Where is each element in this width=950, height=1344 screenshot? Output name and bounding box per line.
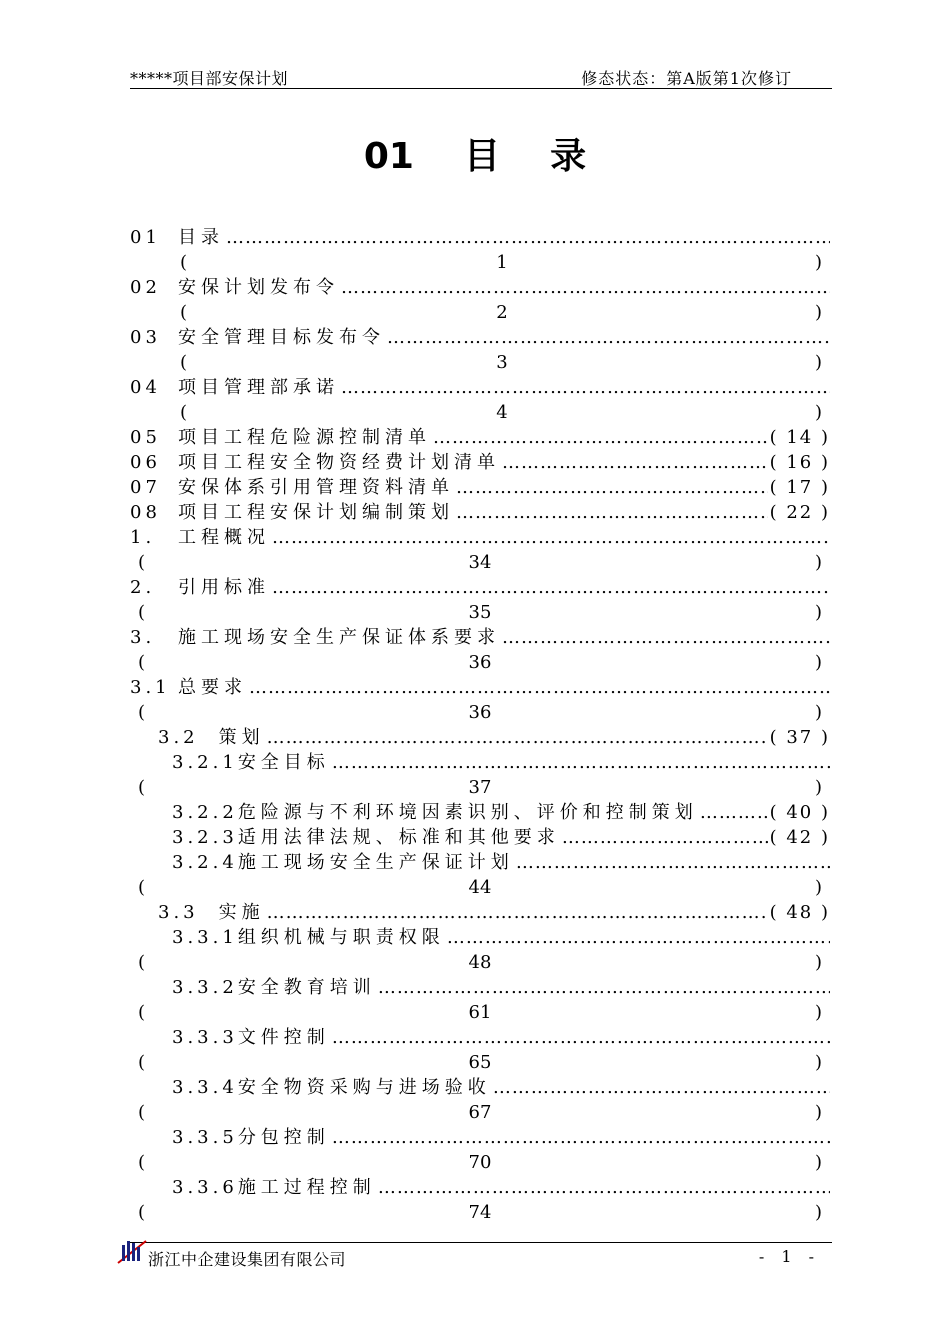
toc-entry-number: 3.1 [130, 677, 171, 698]
toc-entry[interactable] [130, 975, 830, 1000]
close-paren: ) [814, 552, 822, 573]
toc-entry-label: 总要求 [178, 677, 247, 698]
open-paren: ( [138, 1002, 146, 1023]
toc-entry-page: ( 40 ) [769, 802, 830, 823]
toc-entry-number: 08 [130, 502, 161, 523]
toc-entry-page-line [130, 650, 830, 675]
page-header [130, 66, 832, 89]
dot-leader [226, 225, 830, 250]
toc-entry-page-line [130, 350, 830, 375]
toc-entry[interactable] [130, 375, 830, 400]
toc-entry-label: 工程概况 [178, 527, 270, 548]
toc-entry-label: 安全管理目标发布令 [178, 327, 385, 348]
toc-entry-page-line [130, 1100, 830, 1125]
toc-entry[interactable] [130, 225, 830, 250]
toc-entry-label: 适用法律法规、标准和其他要求 [237, 827, 560, 848]
toc-entry-page: ( 42 ) [769, 827, 830, 848]
revision-status: 修态状态：第A版第1次修订 [581, 69, 792, 88]
toc-entry-page: ( 48 ) [769, 902, 830, 923]
open-paren: ( [138, 952, 146, 973]
page-footer [130, 1242, 832, 1273]
dot-leader [516, 850, 830, 875]
toc-entry-page: 48 [468, 952, 492, 973]
toc-entry-number: 3.3.5 [172, 1127, 238, 1148]
dot-leader [332, 1125, 830, 1150]
toc-entry-number: 05 [130, 427, 161, 448]
dot-leader [378, 1175, 830, 1200]
toc-entry-number: 3.2.3 [172, 827, 238, 848]
open-paren: ( [138, 1152, 146, 1173]
toc-entry-number: 3.2.4 [172, 852, 238, 873]
toc-entry-number: 02 [130, 277, 161, 298]
toc-entry-page: ( 37 ) [769, 727, 830, 748]
toc-entry-label: 项目工程危险源控制清单 [178, 427, 431, 448]
toc-entry-page: 44 [468, 877, 492, 898]
toc-entry-page: ( 14 ) [769, 427, 830, 448]
dot-leader [433, 425, 768, 450]
toc-entry-number: 2. [130, 577, 156, 598]
toc-entry-page: ( 22 ) [769, 502, 830, 523]
toc-entry-number: 3.3.1 [172, 927, 238, 948]
dot-leader [332, 750, 830, 775]
toc-entry[interactable] [130, 275, 830, 300]
toc-entry[interactable] [130, 625, 830, 650]
dot-leader [502, 625, 830, 650]
close-paren: ) [814, 1052, 822, 1073]
toc-entry-page-line [130, 775, 830, 800]
toc-entry-number: 04 [130, 377, 161, 398]
dot-leader [272, 525, 830, 550]
open-paren: ( [138, 702, 146, 723]
toc-entry-label: 施工现场安全生产保证体系要求 [178, 627, 500, 648]
toc-entry-label: 施工现场安全生产保证计划 [237, 852, 514, 873]
toc-entry-label: 策划 [218, 727, 265, 748]
toc-entry-page-line [130, 600, 830, 625]
toc-entry-label: 安保计划发布令 [178, 277, 339, 298]
toc-entry-page: 35 [468, 602, 492, 623]
close-paren: ) [814, 602, 822, 623]
toc-entry-page: 4 [496, 402, 508, 423]
toc-entry-label: 引用标准 [178, 577, 270, 598]
toc-entry-page: 70 [468, 1152, 492, 1173]
close-paren: ) [814, 702, 822, 723]
toc-entry-page-line [130, 550, 830, 575]
toc-entry-number: 1. [130, 527, 156, 548]
toc-entry-label: 安全目标 [237, 752, 330, 773]
company-name: 浙江中企建设集团有限公司 [148, 1250, 347, 1269]
close-paren: ) [814, 652, 822, 673]
dot-leader [447, 925, 830, 950]
toc-entry-page: 37 [468, 777, 492, 798]
dot-leader [332, 1025, 830, 1050]
dot-leader [272, 575, 830, 600]
close-paren: ) [814, 1102, 822, 1123]
close-paren: ) [814, 1202, 822, 1223]
dot-leader [562, 825, 768, 850]
toc-entry[interactable] [130, 425, 830, 450]
open-paren: ( [180, 302, 188, 323]
toc-entry[interactable] [130, 825, 830, 850]
toc-entry-label: 施工过程控制 [237, 1177, 376, 1198]
toc-entry-label: 安保体系引用管理资料清单 [178, 477, 454, 498]
toc-entry-label: 项目工程安保计划编制策划 [178, 502, 454, 523]
company-logo-icon [116, 1237, 150, 1267]
dot-leader [493, 1075, 830, 1100]
close-paren: ) [814, 777, 822, 798]
close-paren: ) [814, 402, 822, 423]
toc-entry-label: 安全物资采购与进场验收 [237, 1077, 491, 1098]
toc-entry[interactable] [130, 725, 830, 750]
toc-entry-number: 3.3.4 [172, 1077, 238, 1098]
dot-leader [456, 475, 768, 500]
open-paren: ( [138, 602, 146, 623]
toc-entry[interactable] [130, 800, 830, 825]
toc-entry-page: 65 [468, 1052, 492, 1073]
toc-entry-label: 项目工程安全物资经费计划清单 [178, 452, 500, 473]
toc-entry-label: 目录 [178, 227, 224, 248]
toc-entry-label: 分包控制 [237, 1127, 330, 1148]
close-paren: ) [814, 952, 822, 973]
toc-entry-page: 34 [468, 552, 492, 573]
dot-leader [378, 975, 830, 1000]
toc-entry[interactable] [130, 575, 830, 600]
toc-entry[interactable] [130, 1175, 830, 1200]
toc-entry-label: 文件控制 [237, 1027, 330, 1048]
toc-entry-label: 实施 [218, 902, 265, 923]
dot-leader [502, 450, 768, 475]
table-of-contents [130, 225, 830, 1225]
toc-entry-page-line [130, 1200, 830, 1225]
open-paren: ( [138, 877, 146, 898]
dot-leader [387, 325, 830, 350]
toc-entry-page-line [130, 400, 830, 425]
toc-entry[interactable] [130, 925, 830, 950]
toc-entry-page-line [130, 1050, 830, 1075]
toc-entry-number: 03 [130, 327, 161, 348]
dot-leader [267, 725, 768, 750]
toc-entry-page: 61 [468, 1002, 492, 1023]
toc-entry-number: 01 [130, 227, 161, 248]
close-paren: ) [814, 352, 822, 373]
open-paren: ( [180, 252, 188, 273]
toc-entry-label: 危险源与不利环境因素识别、评价和控制策划 [237, 802, 698, 823]
dot-leader [249, 675, 830, 700]
close-paren: ) [814, 1152, 822, 1173]
toc-entry-label: 安全教育培训 [237, 977, 376, 998]
open-paren: ( [138, 1102, 146, 1123]
toc-entry-page: ( 16 ) [769, 452, 830, 473]
toc-entry[interactable] [130, 475, 830, 500]
close-paren: ) [814, 302, 822, 323]
open-paren: ( [138, 1202, 146, 1223]
document-title: *****项目部安保计划 [130, 69, 289, 88]
toc-entry-page-line [130, 1150, 830, 1175]
toc-entry-number: 3.2.1 [172, 752, 238, 773]
close-paren: ) [814, 1002, 822, 1023]
toc-entry-page-line [130, 250, 830, 275]
open-paren: ( [138, 652, 146, 673]
toc-entry[interactable] [130, 450, 830, 475]
toc-entry-number: 3.3.2 [172, 977, 238, 998]
toc-entry-number: 06 [130, 452, 161, 473]
toc-entry-label: 组织机械与职责权限 [237, 927, 445, 948]
dot-leader [700, 800, 768, 825]
toc-entry[interactable] [130, 675, 830, 700]
toc-entry-page-line [130, 300, 830, 325]
toc-entry-page: 3 [496, 352, 508, 373]
toc-entry-number: 07 [130, 477, 161, 498]
toc-entry-page: 74 [468, 1202, 492, 1223]
toc-entry-number: 3.2.2 [172, 802, 238, 823]
toc-entry-number: 3. [130, 627, 156, 648]
toc-entry[interactable] [130, 850, 830, 875]
toc-entry-page-line [130, 700, 830, 725]
toc-entry-page-line [130, 875, 830, 900]
toc-entry-page: 36 [468, 652, 492, 673]
open-paren: ( [138, 777, 146, 798]
open-paren: ( [180, 352, 188, 373]
open-paren: ( [180, 402, 188, 423]
toc-entry-page: ( 17 ) [769, 477, 830, 498]
toc-entry[interactable] [130, 900, 830, 925]
page-title: 01 目 录 [363, 136, 587, 177]
toc-entry-number: 3.3.3 [172, 1027, 238, 1048]
dot-leader [456, 500, 768, 525]
toc-entry[interactable] [130, 1125, 830, 1150]
dot-leader [341, 275, 830, 300]
page-number: - 1 - [758, 1247, 820, 1266]
close-paren: ) [814, 252, 822, 273]
open-paren: ( [138, 552, 146, 573]
open-paren: ( [138, 1052, 146, 1073]
toc-entry-page: 1 [496, 252, 508, 273]
toc-entry[interactable] [130, 1025, 830, 1050]
toc-entry[interactable] [130, 525, 830, 550]
toc-entry-page-line [130, 1000, 830, 1025]
toc-entry[interactable] [130, 500, 830, 525]
toc-entry-number: 3.2 [158, 727, 199, 748]
toc-entry-page-line [130, 950, 830, 975]
toc-entry-page: 2 [496, 302, 508, 323]
toc-entry-number: 3.3.6 [172, 1177, 238, 1198]
dot-leader [267, 900, 768, 925]
toc-entry[interactable] [130, 325, 830, 350]
close-paren: ) [814, 877, 822, 898]
toc-entry-page: 67 [468, 1102, 492, 1123]
toc-entry[interactable] [130, 750, 830, 775]
toc-entry[interactable] [130, 1075, 830, 1100]
toc-entry-number: 3.3 [158, 902, 199, 923]
toc-entry-page: 36 [468, 702, 492, 723]
toc-entry-label: 项目管理部承诺 [178, 377, 339, 398]
dot-leader [341, 375, 830, 400]
